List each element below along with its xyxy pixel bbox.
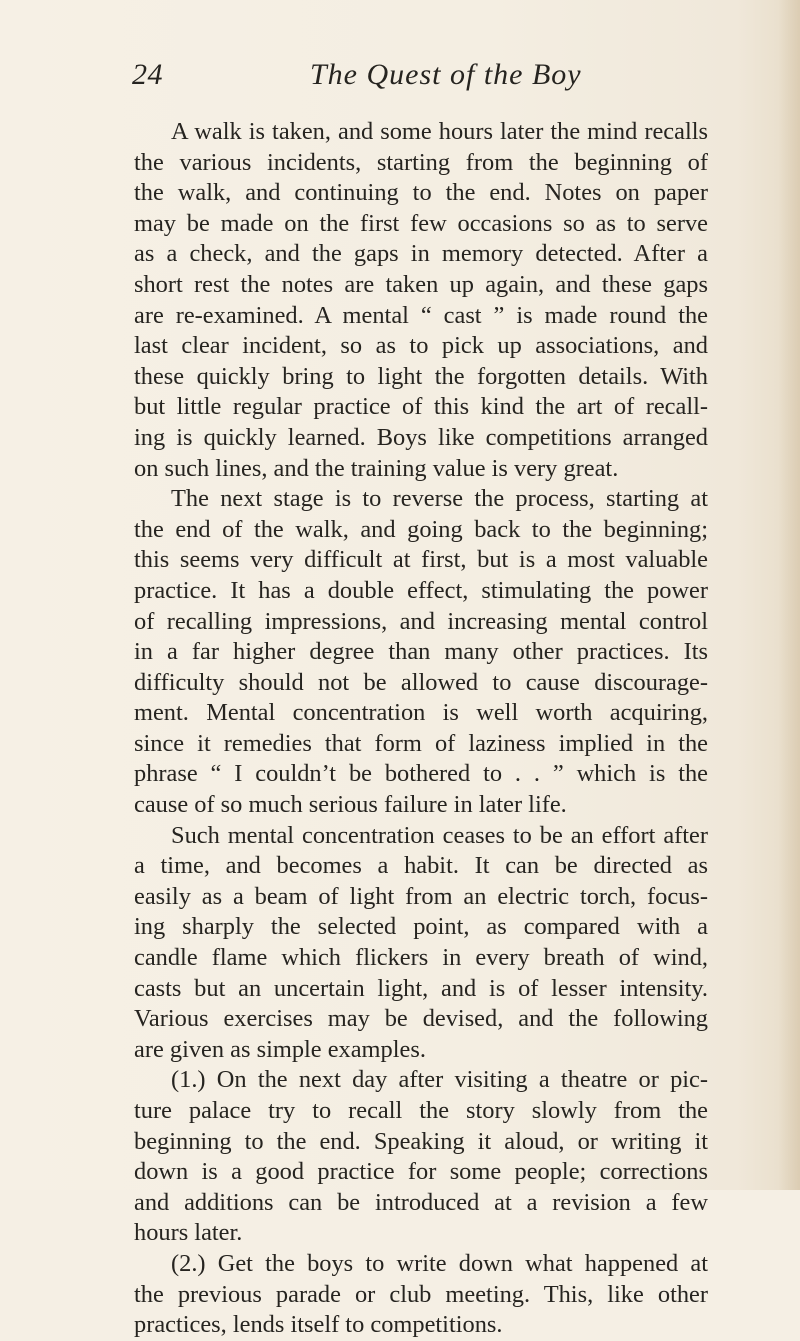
text-line: beginning to the end. Speaking it aloud, or writing it xyxy=(134,1127,708,1155)
text-line: but little regular practice of this kind the art of recall- xyxy=(134,393,708,421)
text-line: casts but an uncertain light, and is of lesser intensity. xyxy=(134,974,708,1002)
page-number: 24 xyxy=(132,58,163,91)
body-text xyxy=(134,117,708,1341)
text-line: Such mental concentration ceases to be an effort after xyxy=(171,821,708,849)
text-line: the previous parade or club meeting. This, like other xyxy=(134,1280,708,1308)
text-line: are re-examined. A mental “ cast ” is made round the xyxy=(134,301,708,329)
text-line: candle flame which flickers in every breath of wind, xyxy=(134,944,708,972)
text-line: the walk, and continuing to the end. Notes on paper xyxy=(134,179,708,207)
text-line: (2.) Get the boys to write down what happened at xyxy=(171,1249,708,1277)
text-line: and additions can be introduced at a revision a few xyxy=(134,1188,708,1216)
text-line: of recalling impressions, and increasing mental control xyxy=(134,607,708,635)
text-line: in a far higher degree than many other practices. Its xyxy=(134,638,708,666)
text-line: since it remedies that form of laziness implied in the xyxy=(134,729,708,757)
text-line: easily as a beam of light from an electric torch, focus- xyxy=(134,882,708,910)
text-line: The next stage is to reverse the process, starting at xyxy=(171,485,708,513)
text-line: (1.) On the next day after visiting a theatre or pic- xyxy=(171,1066,708,1094)
text-line: a time, and becomes a habit. It can be directed as xyxy=(134,852,708,880)
text-line: last clear incident, so as to pick up associations, and xyxy=(134,332,708,360)
text-line: ing sharply the selected point, as compared with a xyxy=(134,913,708,941)
text-line: these quickly bring to light the forgotten details. With xyxy=(134,362,708,390)
page-edge-shadow xyxy=(778,0,800,1190)
text-line: are given as simple examples. xyxy=(134,1035,426,1063)
page-header xyxy=(132,58,692,98)
text-line: cause of so much serious failure in later life. xyxy=(134,791,567,819)
text-line: hours later. xyxy=(134,1219,243,1247)
text-line: the various incidents, starting from the beginning of xyxy=(134,148,708,176)
running-title: The Quest of the Boy xyxy=(310,58,582,91)
text-line: Various exercises may be devised, and the following xyxy=(134,1005,708,1033)
text-line: A walk is taken, and some hours later the mind recalls xyxy=(171,118,708,145)
text-line: ment. Mental concentration is well worth acquiring, xyxy=(134,699,708,727)
text-line: this seems very difficult at first, but is a most valuable xyxy=(134,546,708,574)
text-line: practices, lends itself to competitions. xyxy=(134,1311,503,1339)
text-line: on such lines, and the training value is very great. xyxy=(134,454,619,482)
text-line: ing is quickly learned. Boys like competitions arranged xyxy=(134,423,708,451)
text-line: may be made on the first few occasions so as to serve xyxy=(134,209,708,237)
text-line: as a check, and the gaps in memory detected. After a xyxy=(134,240,708,268)
text-line: difficulty should not be allowed to cause discourage- xyxy=(134,668,708,696)
text-line: the end of the walk, and going back to the beginning; xyxy=(134,515,708,543)
text-line: short rest the notes are taken up again, and these gaps xyxy=(134,270,708,298)
text-line: down is a good practice for some people; corrections xyxy=(134,1158,708,1186)
text-line: practice. It has a double effect, stimulating the power xyxy=(134,576,708,604)
text-line: ture palace try to recall the story slowly from the xyxy=(134,1097,708,1124)
text-line: phrase “ I couldn’t be bothered to . . ” which is the xyxy=(134,760,708,788)
